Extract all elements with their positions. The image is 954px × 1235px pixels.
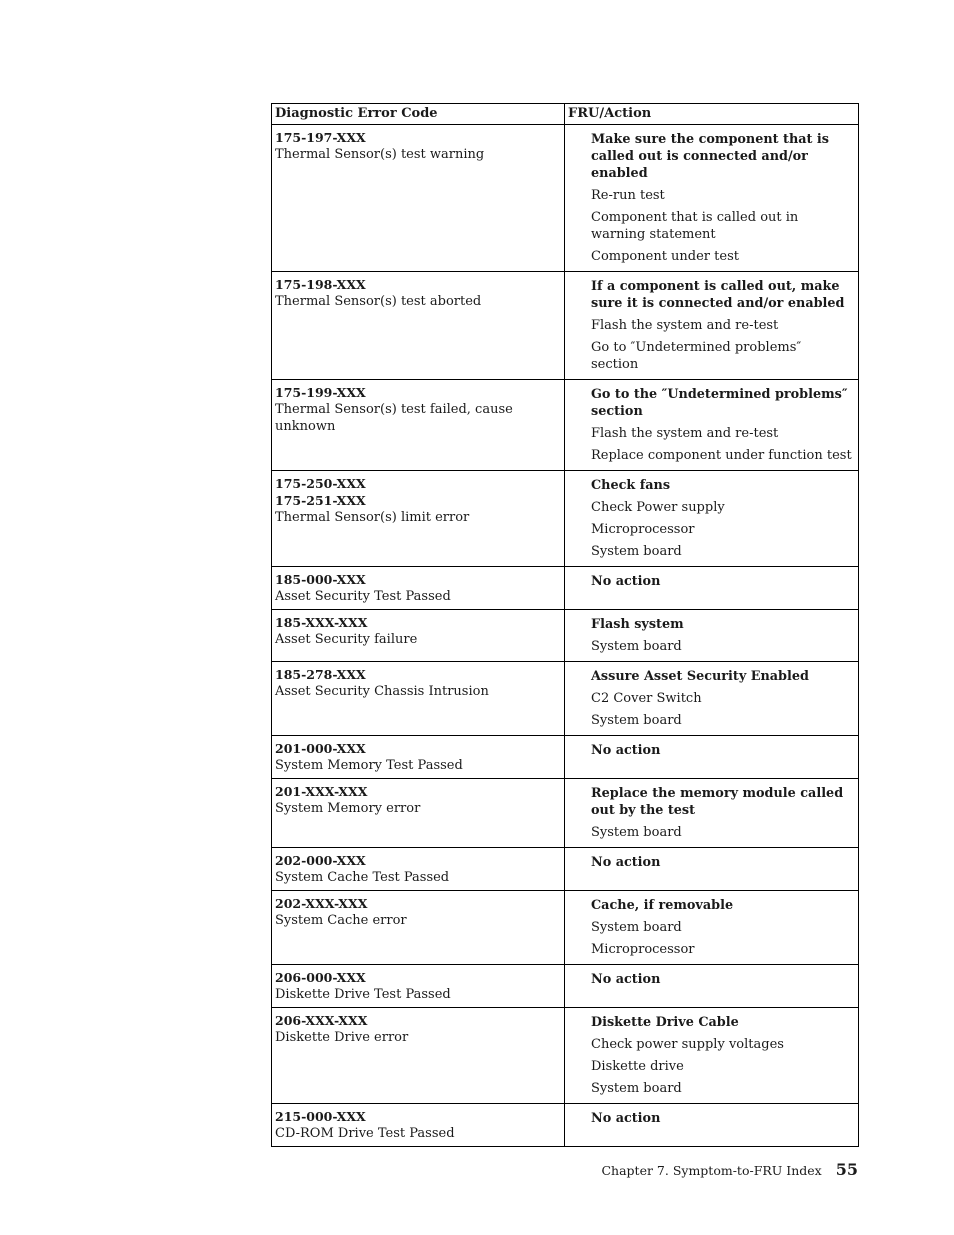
diagnostic-error-code-table <box>271 103 859 1147</box>
page-footer <box>560 1160 858 1179</box>
fru-action-item: Component under test <box>591 249 739 264</box>
table-row <box>272 610 859 662</box>
primary-action: Replace the memory module called out by the test <box>591 786 844 818</box>
table-row <box>272 1104 859 1147</box>
error-description: Thermal Sensor(s) limit error <box>275 510 470 525</box>
fru-action-item: System board <box>591 639 682 654</box>
primary-action: Flash system <box>591 617 684 632</box>
error-description: Asset Security Test Passed <box>275 589 451 604</box>
error-code: 185-000-XXX <box>275 572 366 587</box>
primary-action: Make sure the component that is called out is connected and/or enabled <box>591 132 829 181</box>
column-header-fru-action: FRU/Action <box>565 104 859 125</box>
primary-action: No action <box>591 1111 661 1126</box>
fru-action-cell <box>565 567 859 610</box>
fru-action-cell <box>565 610 859 662</box>
error-code-cell <box>272 380 565 471</box>
error-code-cell <box>272 1008 565 1104</box>
error-code: 206-XXX-XXX <box>275 1013 368 1028</box>
error-description: Thermal Sensor(s) test aborted <box>275 294 482 309</box>
error-description: System Memory Test Passed <box>275 758 463 773</box>
error-code: 175-197-XXX <box>275 130 366 145</box>
error-code: 175-250-XXX <box>275 476 366 491</box>
error-description: Diskette Drive error <box>275 1030 409 1045</box>
primary-action: Diskette Drive Cable <box>591 1015 739 1030</box>
fru-action-item: Re-run test <box>591 188 665 203</box>
fru-action-cell <box>565 380 859 471</box>
primary-action: Go to the ″Undetermined problems″ section <box>591 387 848 419</box>
error-code-cell <box>272 125 565 272</box>
fru-action-cell <box>565 891 859 965</box>
table-row <box>272 380 859 471</box>
fru-action-item: System board <box>591 825 682 840</box>
fru-action-cell <box>565 272 859 380</box>
error-code-cell <box>272 779 565 848</box>
table-header-row <box>272 104 859 125</box>
primary-action: Cache, if removable <box>591 898 734 913</box>
fru-action-item: System board <box>591 713 682 728</box>
fru-action-item: Microprocessor <box>591 522 695 537</box>
error-code: 202-000-XXX <box>275 853 366 868</box>
fru-action-cell <box>565 662 859 736</box>
primary-action: No action <box>591 743 661 758</box>
error-code-cell <box>272 662 565 736</box>
table-row <box>272 891 859 965</box>
error-code-cell <box>272 567 565 610</box>
fru-action-item: Microprocessor <box>591 942 695 957</box>
chapter-title: Chapter 7. Symptom-to-FRU Index <box>601 1163 822 1178</box>
error-code: 215-000-XXX <box>275 1109 366 1124</box>
error-code: 175-198-XXX <box>275 277 366 292</box>
fru-action-cell <box>565 736 859 779</box>
fru-action-item: Flash the system and re-test <box>591 426 779 441</box>
column-header-diagnostic-error-code: Diagnostic Error Code <box>272 104 565 125</box>
error-code: 202-XXX-XXX <box>275 896 368 911</box>
fru-action-item: Flash the system and re-test <box>591 318 779 333</box>
fru-action-cell <box>565 779 859 848</box>
fru-action-item: Go to ″Undetermined problems″ section <box>591 340 802 372</box>
fru-action-cell <box>565 1008 859 1104</box>
fru-action-item: Check Power supply <box>591 500 725 515</box>
error-description: Asset Security failure <box>275 632 418 647</box>
error-description: Thermal Sensor(s) test warning <box>275 147 485 162</box>
error-code: 185-XXX-XXX <box>275 615 368 630</box>
error-description: CD-ROM Drive Test Passed <box>275 1126 455 1141</box>
fru-action-cell <box>565 965 859 1008</box>
error-description: Thermal Sensor(s) test failed, cause unknown <box>275 402 513 434</box>
table-row <box>272 272 859 380</box>
error-description: Asset Security Chassis Intrusion <box>275 684 489 699</box>
fru-action-item: Component that is called out in warning statement <box>591 210 799 242</box>
table-row <box>272 567 859 610</box>
fru-action-item: System board <box>591 920 682 935</box>
error-code-cell <box>272 736 565 779</box>
fru-action-cell <box>565 125 859 272</box>
table-row <box>272 125 859 272</box>
primary-action: Check fans <box>591 478 671 493</box>
error-code: 201-000-XXX <box>275 741 366 756</box>
error-code-cell <box>272 471 565 567</box>
page-number: 55 <box>835 1160 858 1179</box>
fru-action-item: Diskette drive <box>591 1059 684 1074</box>
table-row <box>272 662 859 736</box>
table-row <box>272 848 859 891</box>
error-code: 175-199-XXX <box>275 385 366 400</box>
fru-action-item: Replace component under function test <box>591 448 852 463</box>
primary-action: If a component is called out, make sure it is connected and/or enabled <box>591 279 845 311</box>
error-description: System Cache error <box>275 913 407 928</box>
error-code-cell <box>272 610 565 662</box>
fru-action-item: System board <box>591 544 682 559</box>
fru-action-cell <box>565 848 859 891</box>
table-body <box>272 125 859 1147</box>
error-code: 206-000-XXX <box>275 970 366 985</box>
table-row <box>272 471 859 567</box>
error-code-cell <box>272 272 565 380</box>
primary-action: No action <box>591 574 661 589</box>
table-row <box>272 965 859 1008</box>
error-code-cell <box>272 891 565 965</box>
error-code: 201-XXX-XXX <box>275 784 368 799</box>
primary-action: No action <box>591 855 661 870</box>
table-row <box>272 1008 859 1104</box>
primary-action: Assure Asset Security Enabled <box>591 669 809 684</box>
error-code: 185-278-XXX <box>275 667 366 682</box>
fru-action-item: System board <box>591 1081 682 1096</box>
error-code-cell <box>272 965 565 1008</box>
primary-action: No action <box>591 972 661 987</box>
table-row <box>272 736 859 779</box>
error-code-cell <box>272 1104 565 1147</box>
error-code: 175-251-XXX <box>275 493 366 508</box>
error-description: System Cache Test Passed <box>275 870 450 885</box>
fru-action-item: Check power supply voltages <box>591 1037 784 1052</box>
fru-action-cell <box>565 1104 859 1147</box>
error-description: System Memory error <box>275 801 421 816</box>
fru-action-item: C2 Cover Switch <box>591 691 702 706</box>
error-description: Diskette Drive Test Passed <box>275 987 451 1002</box>
error-code-cell <box>272 848 565 891</box>
fru-action-cell <box>565 471 859 567</box>
table-row <box>272 779 859 848</box>
